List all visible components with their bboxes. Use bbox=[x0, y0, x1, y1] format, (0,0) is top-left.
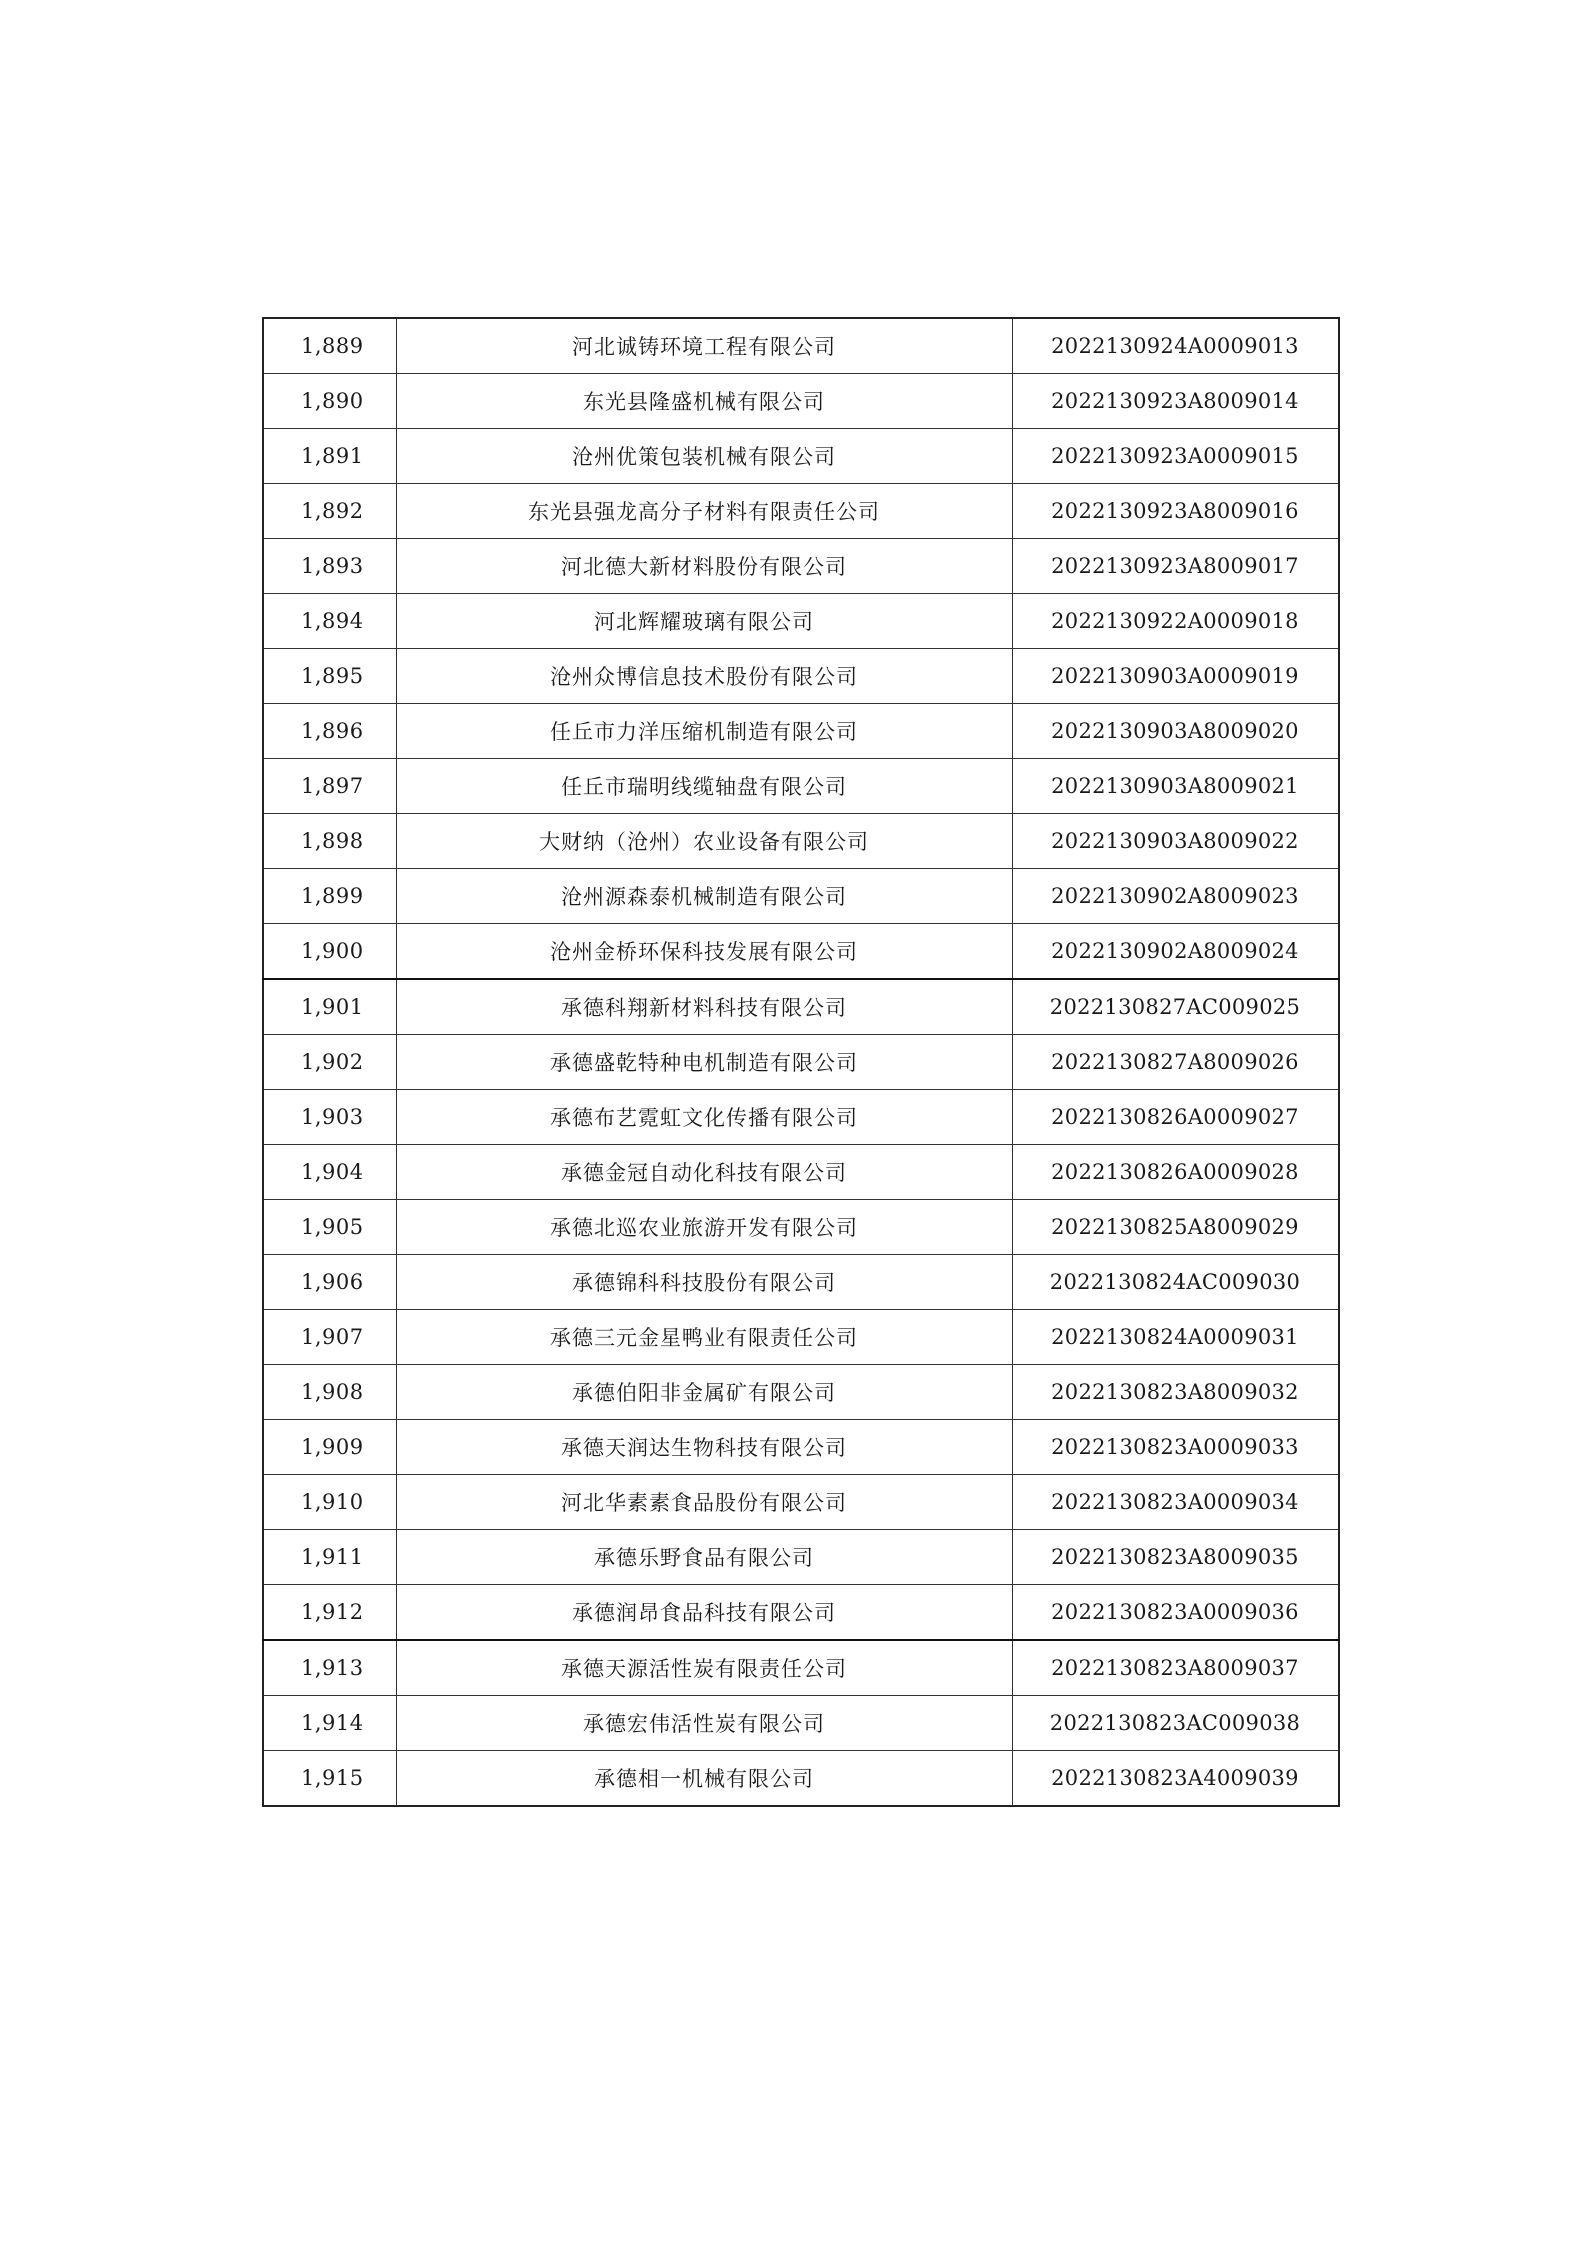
company-name: 沧州众博信息技术股份有限公司 bbox=[396, 649, 1012, 704]
registration-code: 2022130924A0009013 bbox=[1012, 318, 1339, 374]
registration-code: 2022130923A8009016 bbox=[1012, 484, 1339, 539]
registration-code: 2022130902A8009023 bbox=[1012, 869, 1339, 924]
company-name: 大财纳（沧州）农业设备有限公司 bbox=[396, 814, 1012, 869]
row-index: 1,903 bbox=[263, 1090, 396, 1145]
row-index: 1,894 bbox=[263, 594, 396, 649]
registration-code: 2022130923A0009015 bbox=[1012, 429, 1339, 484]
company-name: 河北华素素食品股份有限公司 bbox=[396, 1475, 1012, 1530]
row-index: 1,915 bbox=[263, 1751, 396, 1807]
company-name: 东光县强龙高分子材料有限责任公司 bbox=[396, 484, 1012, 539]
company-name: 承德盛乾特种电机制造有限公司 bbox=[396, 1035, 1012, 1090]
table-body bbox=[263, 318, 1339, 1806]
registration-code: 2022130827A8009026 bbox=[1012, 1035, 1339, 1090]
row-index: 1,891 bbox=[263, 429, 396, 484]
table-row bbox=[263, 374, 1339, 429]
registration-code: 2022130824AC009030 bbox=[1012, 1255, 1339, 1310]
table-row bbox=[263, 1310, 1339, 1365]
row-index: 1,904 bbox=[263, 1145, 396, 1200]
company-name: 承德布艺霓虹文化传播有限公司 bbox=[396, 1090, 1012, 1145]
table-row bbox=[263, 318, 1339, 374]
registration-code: 2022130825A8009029 bbox=[1012, 1200, 1339, 1255]
table-row bbox=[263, 1751, 1339, 1807]
row-index: 1,909 bbox=[263, 1420, 396, 1475]
row-index: 1,892 bbox=[263, 484, 396, 539]
company-name: 承德锦科科技股份有限公司 bbox=[396, 1255, 1012, 1310]
company-registry-table bbox=[262, 317, 1340, 1807]
table-row bbox=[263, 1640, 1339, 1696]
table-row bbox=[263, 1475, 1339, 1530]
registration-code: 2022130823A0009034 bbox=[1012, 1475, 1339, 1530]
row-index: 1,890 bbox=[263, 374, 396, 429]
company-name: 东光县隆盛机械有限公司 bbox=[396, 374, 1012, 429]
table-row bbox=[263, 484, 1339, 539]
company-name: 承德天润达生物科技有限公司 bbox=[396, 1420, 1012, 1475]
registration-code: 2022130823A8009037 bbox=[1012, 1640, 1339, 1696]
row-index: 1,902 bbox=[263, 1035, 396, 1090]
registration-code: 2022130903A0009019 bbox=[1012, 649, 1339, 704]
company-name: 沧州源森泰机械制造有限公司 bbox=[396, 869, 1012, 924]
table-row bbox=[263, 1090, 1339, 1145]
table-row bbox=[263, 1420, 1339, 1475]
registration-code: 2022130903A8009020 bbox=[1012, 704, 1339, 759]
company-name: 承德科翔新材料科技有限公司 bbox=[396, 979, 1012, 1035]
table-row bbox=[263, 1035, 1339, 1090]
table-row bbox=[263, 594, 1339, 649]
table-row bbox=[263, 924, 1339, 980]
table-row bbox=[263, 649, 1339, 704]
table-row bbox=[263, 429, 1339, 484]
row-index: 1,897 bbox=[263, 759, 396, 814]
registration-code: 2022130902A8009024 bbox=[1012, 924, 1339, 980]
company-name: 河北辉耀玻璃有限公司 bbox=[396, 594, 1012, 649]
registration-code: 2022130824A0009031 bbox=[1012, 1310, 1339, 1365]
registration-code: 2022130903A8009021 bbox=[1012, 759, 1339, 814]
registration-code: 2022130823A0009033 bbox=[1012, 1420, 1339, 1475]
company-name: 承德相一机械有限公司 bbox=[396, 1751, 1012, 1807]
company-name: 任丘市瑞明线缆轴盘有限公司 bbox=[396, 759, 1012, 814]
company-name: 承德三元金星鸭业有限责任公司 bbox=[396, 1310, 1012, 1365]
row-index: 1,907 bbox=[263, 1310, 396, 1365]
registration-code: 2022130823A0009036 bbox=[1012, 1585, 1339, 1641]
row-index: 1,913 bbox=[263, 1640, 396, 1696]
company-name: 任丘市力洋压缩机制造有限公司 bbox=[396, 704, 1012, 759]
registration-code: 2022130923A8009017 bbox=[1012, 539, 1339, 594]
row-index: 1,898 bbox=[263, 814, 396, 869]
row-index: 1,900 bbox=[263, 924, 396, 980]
row-index: 1,899 bbox=[263, 869, 396, 924]
table-row bbox=[263, 1530, 1339, 1585]
table-row bbox=[263, 979, 1339, 1035]
row-index: 1,889 bbox=[263, 318, 396, 374]
row-index: 1,912 bbox=[263, 1585, 396, 1641]
registration-code: 2022130923A8009014 bbox=[1012, 374, 1339, 429]
registration-code: 2022130823A4009039 bbox=[1012, 1751, 1339, 1807]
table-row bbox=[263, 814, 1339, 869]
row-index: 1,906 bbox=[263, 1255, 396, 1310]
row-index: 1,893 bbox=[263, 539, 396, 594]
row-index: 1,895 bbox=[263, 649, 396, 704]
company-name: 河北德大新材料股份有限公司 bbox=[396, 539, 1012, 594]
registration-code: 2022130827AC009025 bbox=[1012, 979, 1339, 1035]
registration-code: 2022130826A0009028 bbox=[1012, 1145, 1339, 1200]
row-index: 1,910 bbox=[263, 1475, 396, 1530]
row-index: 1,908 bbox=[263, 1365, 396, 1420]
table-row bbox=[263, 1585, 1339, 1641]
company-name: 承德乐野食品有限公司 bbox=[396, 1530, 1012, 1585]
row-index: 1,914 bbox=[263, 1696, 396, 1751]
row-index: 1,911 bbox=[263, 1530, 396, 1585]
company-name: 承德金冠自动化科技有限公司 bbox=[396, 1145, 1012, 1200]
company-name: 沧州优策包装机械有限公司 bbox=[396, 429, 1012, 484]
table-row bbox=[263, 759, 1339, 814]
registration-code: 2022130826A0009027 bbox=[1012, 1090, 1339, 1145]
company-name: 承德宏伟活性炭有限公司 bbox=[396, 1696, 1012, 1751]
table-row bbox=[263, 1255, 1339, 1310]
company-name: 承德北巡农业旅游开发有限公司 bbox=[396, 1200, 1012, 1255]
row-index: 1,901 bbox=[263, 979, 396, 1035]
table-row bbox=[263, 1696, 1339, 1751]
row-index: 1,896 bbox=[263, 704, 396, 759]
registration-code: 2022130922A0009018 bbox=[1012, 594, 1339, 649]
table-row bbox=[263, 1200, 1339, 1255]
registration-code: 2022130823A8009035 bbox=[1012, 1530, 1339, 1585]
company-name: 承德伯阳非金属矿有限公司 bbox=[396, 1365, 1012, 1420]
registration-code: 2022130823A8009032 bbox=[1012, 1365, 1339, 1420]
company-name: 河北诚铸环境工程有限公司 bbox=[396, 318, 1012, 374]
table-row bbox=[263, 1365, 1339, 1420]
table-row bbox=[263, 869, 1339, 924]
company-name: 沧州金桥环保科技发展有限公司 bbox=[396, 924, 1012, 980]
registration-code: 2022130823AC009038 bbox=[1012, 1696, 1339, 1751]
table-row bbox=[263, 539, 1339, 594]
table-row bbox=[263, 1145, 1339, 1200]
company-name: 承德天源活性炭有限责任公司 bbox=[396, 1640, 1012, 1696]
table-row bbox=[263, 704, 1339, 759]
company-name: 承德润昂食品科技有限公司 bbox=[396, 1585, 1012, 1641]
registration-code: 2022130903A8009022 bbox=[1012, 814, 1339, 869]
row-index: 1,905 bbox=[263, 1200, 396, 1255]
